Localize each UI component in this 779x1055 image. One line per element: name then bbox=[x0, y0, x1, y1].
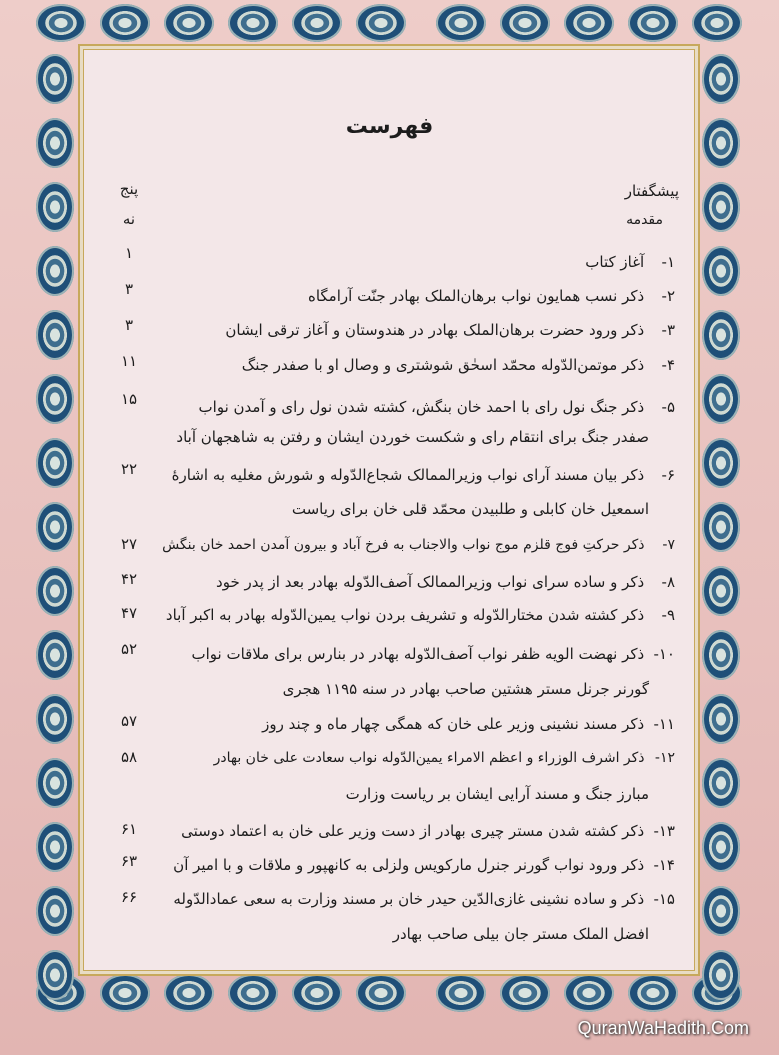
toc-entry-page: ۶۱ bbox=[120, 820, 138, 838]
toc-entry-text bbox=[181, 822, 675, 840]
toc-entry-label: ذکر ورود حضرت برهان‌الملک بهادر در هندوستان و آغاز ترقی ایشان bbox=[225, 321, 645, 339]
toc-entry-index: ۷- bbox=[662, 537, 675, 553]
border-medallion-ornament bbox=[702, 438, 740, 488]
toc-entry-page: ۶۶ bbox=[120, 888, 138, 906]
border-medallion-ornament bbox=[100, 974, 150, 1012]
border-medallion-ornament bbox=[36, 694, 74, 744]
toc-entry-index: ۱۴- bbox=[653, 856, 675, 874]
toc-entry-text bbox=[585, 253, 675, 271]
toc-entry-label: آغاز کتاب bbox=[585, 253, 645, 271]
border-medallion-ornament bbox=[702, 502, 740, 552]
border-medallion-ornament bbox=[564, 974, 614, 1012]
border-medallion-ornament bbox=[228, 4, 278, 42]
border-medallion-ornament bbox=[36, 822, 74, 872]
border-medallion-ornament bbox=[36, 310, 74, 360]
toc-entry-label: ذکر ورود نواب گورنر جنرل مارکویس ولزلی به کانهپور و ملاقات و با امیر آن bbox=[173, 856, 645, 874]
toc-entry-page: نه bbox=[122, 210, 136, 228]
border-medallion-ornament bbox=[36, 630, 74, 680]
border-medallion-ornament bbox=[36, 566, 74, 616]
border-medallion-ornament bbox=[100, 4, 150, 42]
watermark: QuranWaHadith.Com bbox=[577, 1018, 749, 1038]
toc-entry-index: ۱- bbox=[661, 253, 675, 271]
border-medallion-ornament bbox=[702, 758, 740, 808]
border-medallion-ornament bbox=[36, 246, 74, 296]
toc-entry-label: ذکر کشته شدن مختارالدّوله و تشریف بردن نواب یمین‌الدّوله بهادر به اکبر آباد bbox=[165, 606, 645, 624]
toc-entry-index: ۹- bbox=[661, 606, 675, 624]
border-medallion-ornament bbox=[702, 246, 740, 296]
toc-entry-label: ذکر موتمن‌الدّوله محمّد اسحٰق شوشتری و وصال او با صفدر جنگ bbox=[241, 356, 645, 374]
toc-entry-text bbox=[214, 750, 675, 766]
border-medallion-ornament bbox=[692, 4, 742, 42]
toc-entry-index: ۸- bbox=[661, 573, 675, 591]
toc-entry-continuation: گورنر جرنل مستر هشتین صاحب بهادر در سنه ۱۱۹۵ هجری bbox=[282, 680, 649, 698]
toc-entry-text bbox=[172, 466, 675, 484]
toc-entry-index: ۶- bbox=[661, 466, 675, 484]
toc-entry-label: ذکر مسند نشینی وزیر علی خان که همگی چهار ماه و چند روز bbox=[262, 715, 645, 733]
toc-entry-page: ۲۷ bbox=[120, 535, 138, 553]
toc-entry-label: ذکر بیان مسند آرای نواب وزیرالممالک شجاع‌الدّوله و شورش مغلیه به اشارهٔ bbox=[171, 466, 645, 484]
toc-entry-label: ذکر کشته شدن مستر چیری بهادر از دست وزیر علی خان به اعتماد دوستی bbox=[181, 822, 645, 840]
border-medallion-ornament bbox=[36, 54, 74, 104]
border-medallion-ornament bbox=[36, 950, 74, 1000]
border-medallion-ornament bbox=[564, 4, 614, 42]
toc-entry-page: ۴۷ bbox=[120, 604, 138, 622]
border-medallion-ornament bbox=[702, 822, 740, 872]
toc-entry-page: ۶۳ bbox=[120, 852, 138, 870]
toc-entry-label: ذکر اشرف الوزراء و اعظم الامراء یمین‌الدّوله نواب سعادت علی خان بهادر bbox=[213, 750, 645, 766]
border-medallion-ornament bbox=[702, 310, 740, 360]
toc-entry-label: ذکر نسب همایون نواب برهان‌الملک بهادر جنّت آرامگاه bbox=[307, 287, 645, 305]
toc-entry-text: پیشگفتار bbox=[624, 182, 679, 200]
toc-entry-page: ۳ bbox=[124, 316, 134, 334]
border-medallion-ornament bbox=[36, 4, 86, 42]
border-medallion-ornament bbox=[36, 374, 74, 424]
toc-entry-label: ذکر و ساده نشینی غازی‌الدّین حیدر خان بر مسند وزارت به سعی عماد‌الدّوله bbox=[173, 890, 645, 908]
toc-entry-text bbox=[216, 573, 675, 591]
toc-entry-continuation: اسمعیل خان کابلی و طلبیدن محمّد قلی خان برای ریاست bbox=[291, 500, 649, 518]
border-medallion-ornament bbox=[702, 886, 740, 936]
toc-entry-index: ۵- bbox=[661, 398, 675, 416]
border-medallion-ornament bbox=[292, 4, 342, 42]
border-medallion-ornament bbox=[702, 54, 740, 104]
toc-entry-text bbox=[173, 856, 675, 874]
border-medallion-ornament bbox=[36, 886, 74, 936]
border-medallion-ornament bbox=[702, 694, 740, 744]
toc-entry-text bbox=[191, 645, 675, 663]
toc-entry-text: مقدمه bbox=[626, 212, 663, 228]
border-medallion-ornament bbox=[702, 374, 740, 424]
border-medallion-ornament bbox=[356, 4, 406, 42]
border-medallion-ornament bbox=[36, 182, 74, 232]
toc-entry-continuation: مبارز جنگ و مسند آرایی ایشان بر ریاست وزارت bbox=[345, 785, 649, 803]
toc-entry-page: ۵۸ bbox=[120, 748, 138, 766]
toc-entry-page: ۱۱ bbox=[120, 352, 138, 370]
border-medallion-ornament bbox=[628, 4, 678, 42]
border-medallion-ornament bbox=[36, 758, 74, 808]
toc-entry-text bbox=[225, 321, 675, 339]
toc-entry-label: ذکر و ساده سرای نواب وزیرالممالک آصف‌الدّوله بهادر بعد از پدر خود bbox=[216, 573, 645, 591]
border-medallion-ornament bbox=[702, 630, 740, 680]
border-medallion-ornament bbox=[164, 974, 214, 1012]
toc-entry-page: ۵۲ bbox=[120, 640, 138, 658]
toc-entry-page: پنج bbox=[119, 180, 139, 198]
toc-entry-page: ۱ bbox=[124, 244, 134, 262]
border-medallion-ornament bbox=[36, 502, 74, 552]
toc-entry-index: ۲- bbox=[661, 287, 675, 305]
toc-entry-text bbox=[308, 287, 675, 305]
toc-entry-index: ۳- bbox=[661, 321, 675, 339]
toc-entry-text bbox=[166, 606, 675, 624]
border-medallion-ornament bbox=[36, 438, 74, 488]
toc-entry-text bbox=[242, 356, 675, 374]
toc-entry-index: ۱۰- bbox=[653, 645, 675, 663]
border-medallion-ornament bbox=[500, 974, 550, 1012]
border-medallion-ornament bbox=[500, 4, 550, 42]
toc-entry-continuation: افضل الملک مستر جان بیلی صاحب بهادر bbox=[392, 925, 649, 943]
toc-entry-page: ۱۵ bbox=[120, 390, 138, 408]
border-medallion-ornament bbox=[228, 974, 278, 1012]
toc-entry-page: ۳ bbox=[124, 280, 134, 298]
toc-entry-index: ۱۲- bbox=[654, 750, 675, 766]
border-medallion-ornament bbox=[702, 566, 740, 616]
border-medallion-ornament bbox=[436, 4, 486, 42]
toc-entry-text bbox=[262, 715, 675, 733]
border-medallion-ornament bbox=[164, 4, 214, 42]
page-title: فهرست bbox=[345, 114, 434, 139]
toc-entry-page: ۴۲ bbox=[120, 570, 138, 588]
border-medallion-ornament bbox=[356, 974, 406, 1012]
toc-entry-index: ۱۱- bbox=[653, 715, 675, 733]
toc-entry-text bbox=[162, 537, 675, 553]
toc-entry-index: ۱۵- bbox=[653, 890, 675, 908]
toc-entry-page: ۲۲ bbox=[120, 460, 138, 478]
toc-entry-label: ذکر جنگ نول رای با احمد خان بنگش، کشته شدن نول رای و آمدن نواب bbox=[198, 398, 645, 416]
toc-entry-page: ۵۷ bbox=[120, 712, 138, 730]
border-medallion-ornament bbox=[702, 950, 740, 1000]
toc-entry-continuation: صفدر جنگ برای انتقام رای و شکست خوردن ایشان و رفتن به شاهجهان آباد bbox=[176, 428, 649, 446]
toc-entry-index: ۴- bbox=[661, 356, 675, 374]
border-medallion-ornament bbox=[292, 974, 342, 1012]
toc-entry-label: ذکر حرکتِ فوج قلزم موج نواب والاجناب به فرخ آباد و بیرون آمدن احمد خان بنگش bbox=[162, 537, 645, 553]
toc-entry-label: ذکر نهضت الویه ظفر نواب آصف‌الدّوله بهادر در بنارس برای ملاقات نواب bbox=[191, 645, 645, 663]
border-medallion-ornament bbox=[702, 182, 740, 232]
border-medallion-ornament bbox=[628, 974, 678, 1012]
toc-entry-index: ۱۳- bbox=[653, 822, 675, 840]
toc-entry-text bbox=[173, 890, 675, 908]
border-medallion-ornament bbox=[436, 974, 486, 1012]
toc-entry-text bbox=[199, 398, 675, 416]
